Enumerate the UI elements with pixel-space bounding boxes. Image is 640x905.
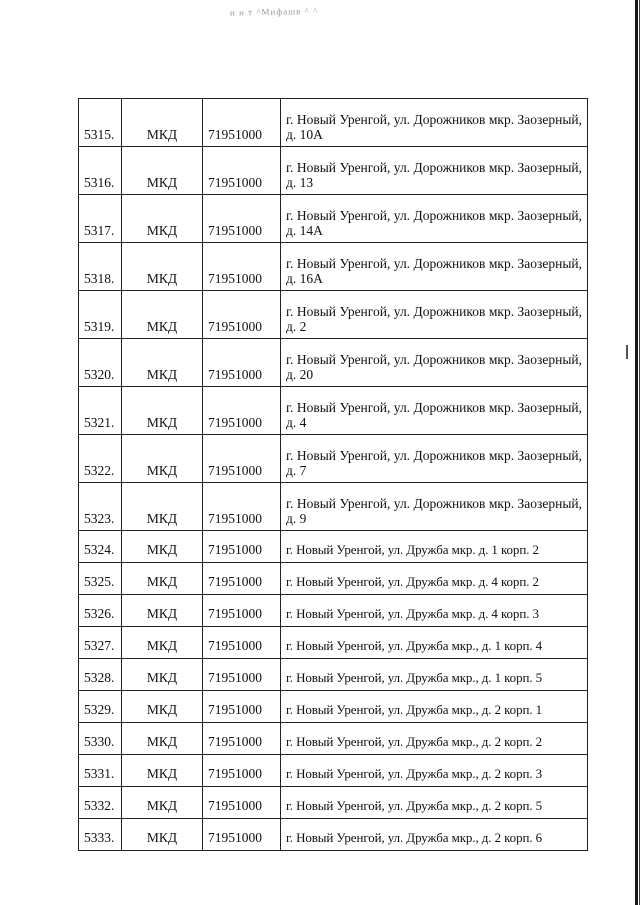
building-type: МКД [122, 147, 203, 195]
oktmo-code: 71951000 [203, 243, 281, 291]
table-row [79, 99, 588, 147]
oktmo-code: 71951000 [203, 691, 281, 723]
table-row [79, 691, 588, 723]
building-type: МКД [122, 627, 203, 659]
scan-mark [626, 345, 628, 359]
row-number: 5329. [79, 691, 122, 723]
address-cell: г. Новый Уренгой, ул. Дорожников мкр. Заозерный, д. 4 [281, 387, 588, 435]
row-number: 5321. [79, 387, 122, 435]
oktmo-code: 71951000 [203, 755, 281, 787]
oktmo-code: 71951000 [203, 147, 281, 195]
row-number: 5316. [79, 147, 122, 195]
row-number: 5330. [79, 723, 122, 755]
row-number: 5322. [79, 435, 122, 483]
row-number: 5326. [79, 595, 122, 627]
address-cell: г. Новый Уренгой, ул. Дружба мкр. д. 4 корп. 3 [281, 595, 588, 627]
oktmo-code: 71951000 [203, 531, 281, 563]
building-type: МКД [122, 659, 203, 691]
building-type: МКД [122, 691, 203, 723]
building-type: МКД [122, 531, 203, 563]
row-number: 5333. [79, 819, 122, 851]
oktmo-code: 71951000 [203, 627, 281, 659]
row-number: 5324. [79, 531, 122, 563]
row-number: 5328. [79, 659, 122, 691]
address-cell: г. Новый Уренгой, ул. Дорожников мкр. Заозерный, д. 20 [281, 339, 588, 387]
address-cell: г. Новый Уренгой, ул. Дорожников мкр. Заозерный, д. 16А [281, 243, 588, 291]
table-row [79, 531, 588, 563]
table-row [79, 627, 588, 659]
table-row [79, 483, 588, 531]
building-type: МКД [122, 291, 203, 339]
oktmo-code: 71951000 [203, 595, 281, 627]
oktmo-code: 71951000 [203, 483, 281, 531]
address-cell: г. Новый Уренгой, ул. Дружба мкр., д. 2 корп. 1 [281, 691, 588, 723]
row-number: 5319. [79, 291, 122, 339]
building-type: МКД [122, 563, 203, 595]
table-row [79, 787, 588, 819]
table-row [79, 387, 588, 435]
table-row [79, 659, 588, 691]
oktmo-code: 71951000 [203, 99, 281, 147]
building-type: МКД [122, 243, 203, 291]
row-number: 5318. [79, 243, 122, 291]
address-cell: г. Новый Уренгой, ул. Дружба мкр., д. 2 корп. 5 [281, 787, 588, 819]
housing-registry-table [78, 98, 588, 851]
building-type: МКД [122, 195, 203, 243]
table-row [79, 147, 588, 195]
table-row [79, 723, 588, 755]
address-cell: г. Новый Уренгой, ул. Дружба мкр., д. 2 корп. 3 [281, 755, 588, 787]
oktmo-code: 71951000 [203, 339, 281, 387]
oktmo-code: 71951000 [203, 787, 281, 819]
table-row [79, 243, 588, 291]
table-row [79, 339, 588, 387]
row-number: 5315. [79, 99, 122, 147]
table-row [79, 435, 588, 483]
row-number: 5332. [79, 787, 122, 819]
building-type: МКД [122, 723, 203, 755]
address-cell: г. Новый Уренгой, ул. Дружба мкр., д. 2 корп. 2 [281, 723, 588, 755]
header-scribble: и н т ^Мифашв ^ ^ [229, 5, 319, 18]
table-row [79, 195, 588, 243]
address-cell: г. Новый Уренгой, ул. Дружба мкр., д. 1 корп. 5 [281, 659, 588, 691]
table-row [79, 595, 588, 627]
row-number: 5325. [79, 563, 122, 595]
building-type: МКД [122, 435, 203, 483]
oktmo-code: 71951000 [203, 291, 281, 339]
oktmo-code: 71951000 [203, 563, 281, 595]
oktmo-code: 71951000 [203, 659, 281, 691]
address-cell: г. Новый Уренгой, ул. Дружба мкр. д. 4 корп. 2 [281, 563, 588, 595]
oktmo-code: 71951000 [203, 387, 281, 435]
building-type: МКД [122, 339, 203, 387]
building-type: МКД [122, 99, 203, 147]
row-number: 5327. [79, 627, 122, 659]
address-cell: г. Новый Уренгой, ул. Дорожников мкр. Заозерный, д. 7 [281, 435, 588, 483]
address-cell: г. Новый Уренгой, ул. Дружба мкр., д. 1 корп. 4 [281, 627, 588, 659]
address-cell: г. Новый Уренгой, ул. Дорожников мкр. Заозерный, д. 14А [281, 195, 588, 243]
address-cell: г. Новый Уренгой, ул. Дорожников мкр. Заозерный, д. 13 [281, 147, 588, 195]
table-row [79, 819, 588, 851]
oktmo-code: 71951000 [203, 435, 281, 483]
row-number: 5331. [79, 755, 122, 787]
table-row [79, 755, 588, 787]
building-type: МКД [122, 483, 203, 531]
row-number: 5317. [79, 195, 122, 243]
building-type: МКД [122, 755, 203, 787]
table-row [79, 291, 588, 339]
address-cell: г. Новый Уренгой, ул. Дружба мкр., д. 2 корп. 6 [281, 819, 588, 851]
address-cell: г. Новый Уренгой, ул. Дорожников мкр. Заозерный, д. 9 [281, 483, 588, 531]
oktmo-code: 71951000 [203, 819, 281, 851]
building-type: МКД [122, 819, 203, 851]
scan-edge-shadow [635, 0, 638, 905]
row-number: 5323. [79, 483, 122, 531]
row-number: 5320. [79, 339, 122, 387]
oktmo-code: 71951000 [203, 195, 281, 243]
building-type: МКД [122, 595, 203, 627]
table-row [79, 563, 588, 595]
address-cell: г. Новый Уренгой, ул. Дружба мкр. д. 1 корп. 2 [281, 531, 588, 563]
oktmo-code: 71951000 [203, 723, 281, 755]
building-type: МКД [122, 387, 203, 435]
address-cell: г. Новый Уренгой, ул. Дорожников мкр. Заозерный, д. 10А [281, 99, 588, 147]
address-cell: г. Новый Уренгой, ул. Дорожников мкр. Заозерный, д. 2 [281, 291, 588, 339]
building-type: МКД [122, 787, 203, 819]
